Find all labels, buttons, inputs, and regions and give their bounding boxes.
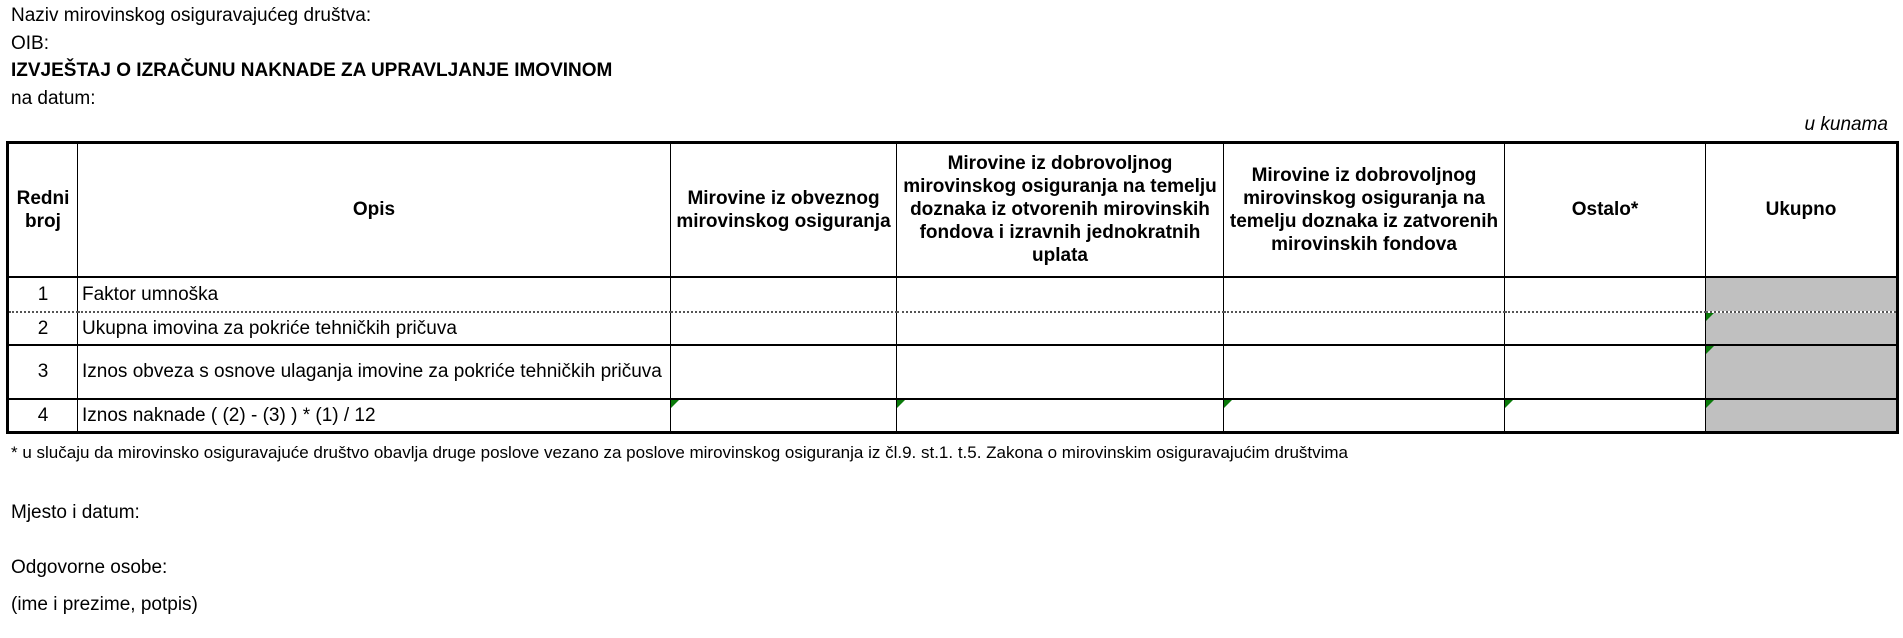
col-header-number: Redni broj — [8, 143, 78, 277]
total-cell — [1706, 312, 1898, 345]
voluntary-closed-value-cell[interactable] — [1224, 277, 1505, 312]
voluntary-open-value-cell[interactable] — [897, 399, 1224, 433]
place-date-label: Mjesto i datum: — [11, 502, 140, 523]
responsible-persons-label: Odgovorne osobe: — [11, 557, 168, 578]
other-value-cell[interactable] — [1505, 277, 1706, 312]
other-value-cell[interactable] — [1505, 399, 1706, 433]
comment-marker-icon — [1706, 346, 1714, 354]
row-number: 4 — [8, 399, 78, 433]
row-description: Ukupna imovina za pokriće tehničkih pričuva — [78, 312, 671, 345]
voluntary-open-value-cell[interactable] — [897, 277, 1224, 312]
table-header-row — [8, 143, 1898, 277]
comment-marker-icon — [671, 400, 679, 408]
row-description: Iznos obveza s osnove ulaganja imovine za pokriće tehničkih pričuva — [78, 345, 671, 399]
col-header-other: Ostalo* — [1505, 143, 1706, 277]
col-header-description: Opis — [78, 143, 671, 277]
col-header-mandatory-pensions: Mirovine iz obveznog mirovinskog osiguranja — [671, 143, 897, 277]
report-date-label: na datum: — [11, 88, 96, 109]
mandatory-value-cell[interactable] — [671, 399, 897, 433]
footnote: * u slučaju da mirovinsko osiguravajuće društvo obavlja druge poslove vezano za poslove mirovinskog osiguranja iz čl.9. st.1. t.5. Zakona o mirovinskim osiguravajućim društvima — [11, 443, 1349, 462]
row-number: 1 — [8, 277, 78, 312]
row-description: Faktor umnoška — [78, 277, 671, 312]
table-row — [8, 277, 1898, 312]
voluntary-closed-value-cell[interactable] — [1224, 345, 1505, 399]
comment-marker-icon — [1706, 400, 1714, 408]
col-header-voluntary-closed-funds: Mirovine iz dobrovoljnog mirovinskog osiguranja na temelju doznaka iz zatvorenih mirovinskih fondova — [1224, 143, 1505, 277]
col-header-voluntary-open-funds: Mirovine iz dobrovoljnog mirovinskog osiguranja na temelju doznaka iz otvorenih mirovinskih fondova i izravnih jednokratnih uplata — [897, 143, 1224, 277]
report-table — [6, 141, 1899, 434]
table-row — [8, 312, 1898, 345]
voluntary-closed-value-cell[interactable] — [1224, 399, 1505, 433]
table-row — [8, 345, 1898, 399]
comment-marker-icon — [1505, 400, 1513, 408]
comment-marker-icon — [1706, 313, 1714, 321]
total-cell — [1706, 277, 1898, 312]
currency-unit: u kunama — [1804, 114, 1888, 135]
signature-label: (ime i prezime, potpis) — [11, 594, 198, 615]
row-description: Iznos naknade ( (2) - (3) ) * (1) / 12 — [78, 399, 671, 433]
company-name-label: Naziv mirovinskog osiguravajućeg društva: — [11, 5, 372, 26]
total-cell — [1706, 399, 1898, 433]
total-cell — [1706, 345, 1898, 399]
row-number: 3 — [8, 345, 78, 399]
report-title: IZVJEŠTAJ O IZRAČUNU NAKNADE ZA UPRAVLJANJE IMOVINOM — [11, 60, 613, 81]
col-header-total: Ukupno — [1706, 143, 1898, 277]
comment-marker-icon — [1224, 400, 1232, 408]
other-value-cell[interactable] — [1505, 312, 1706, 345]
voluntary-closed-value-cell[interactable] — [1224, 312, 1505, 345]
voluntary-open-value-cell[interactable] — [897, 345, 1224, 399]
table-row — [8, 399, 1898, 433]
voluntary-open-value-cell[interactable] — [897, 312, 1224, 345]
other-value-cell[interactable] — [1505, 345, 1706, 399]
mandatory-value-cell[interactable] — [671, 277, 897, 312]
row-number: 2 — [8, 312, 78, 345]
oib-label: OIB: — [11, 33, 50, 54]
mandatory-value-cell[interactable] — [671, 312, 897, 345]
mandatory-value-cell[interactable] — [671, 345, 897, 399]
comment-marker-icon — [897, 400, 905, 408]
